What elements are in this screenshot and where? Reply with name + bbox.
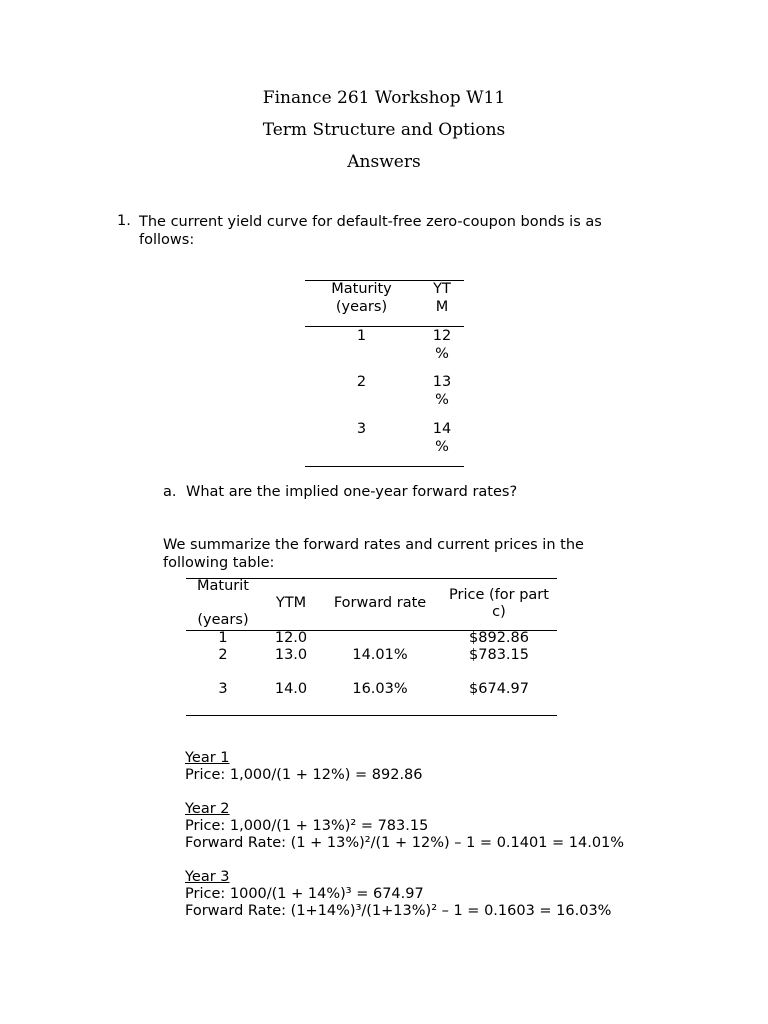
table-header-maturity: Maturit xyxy=(197,578,249,594)
summary-paragraph: We summarize the forward rates and current prices in the following table: xyxy=(163,537,584,571)
table-cell-ytm: 12 % xyxy=(432,328,452,362)
year3-forward-rate: Forward Rate: (1+14%)³/(1+13%)² – 1 = 0.1603 = 16.03% xyxy=(185,903,612,919)
year3-heading: Year 3 xyxy=(185,869,230,885)
table-cell-maturity: 3 xyxy=(356,421,367,437)
table-cell-ytm: 14 % xyxy=(432,421,452,455)
document-answers-label: Answers xyxy=(347,152,421,172)
table-cell-ytm: 13 % xyxy=(432,374,452,408)
table-cell-ytm: 12.0 xyxy=(274,630,308,646)
table-cell-price: $892.86 xyxy=(469,630,529,646)
table-cell-maturity: 1 xyxy=(218,630,228,646)
year1-price: Price: 1,000/(1 + 12%) = 892.86 xyxy=(185,767,423,783)
table-cell-forward-rate: 14.01% xyxy=(352,647,408,663)
table-header-price: Price (for part c) xyxy=(449,587,549,620)
part-a-question: What are the implied one-year forward rates? xyxy=(186,484,518,500)
table-cell-price: $674.97 xyxy=(469,681,529,697)
table-header-ytm: YTM xyxy=(275,595,307,611)
year1-heading: Year 1 xyxy=(185,750,230,766)
document-subtitle: Term Structure and Options xyxy=(262,120,506,140)
document-title: Finance 261 Workshop W11 xyxy=(262,88,506,108)
table-cell-maturity: 1 xyxy=(356,328,367,344)
table-cell-ytm: 14.0 xyxy=(274,681,308,697)
table-cell-price: $783.15 xyxy=(469,647,529,663)
year2-price: Price: 1,000/(1 + 13%)² = 783.15 xyxy=(185,818,429,834)
question-text: The current yield curve for default-free zero-coupon bonds is as follows: xyxy=(139,214,602,248)
table-cell-ytm: 13.0 xyxy=(274,647,308,663)
table-header-maturity: Maturity (years) xyxy=(331,281,392,315)
year3-price: Price: 1000/(1 + 14%)³ = 674.97 xyxy=(185,886,424,902)
table-cell-maturity: 2 xyxy=(218,647,228,663)
table-cell-maturity: 2 xyxy=(356,374,367,390)
year2-forward-rate: Forward Rate: (1 + 13%)²/(1 + 12%) – 1 = 0.1401 = 14.01% xyxy=(185,835,625,851)
table-header-ytm: YT M xyxy=(433,281,451,315)
year2-heading: Year 2 xyxy=(185,801,230,817)
table-cell-forward-rate: 16.03% xyxy=(352,681,408,697)
table-bottom-rule xyxy=(305,466,464,467)
table-header-maturity-units: (years) xyxy=(197,612,249,628)
table-bottom-rule xyxy=(186,715,557,716)
part-a-letter: a. xyxy=(163,484,177,500)
question-number: 1. xyxy=(117,213,131,229)
table-header-forward-rate: Forward rate xyxy=(333,595,427,611)
table-cell-maturity: 3 xyxy=(218,681,228,697)
